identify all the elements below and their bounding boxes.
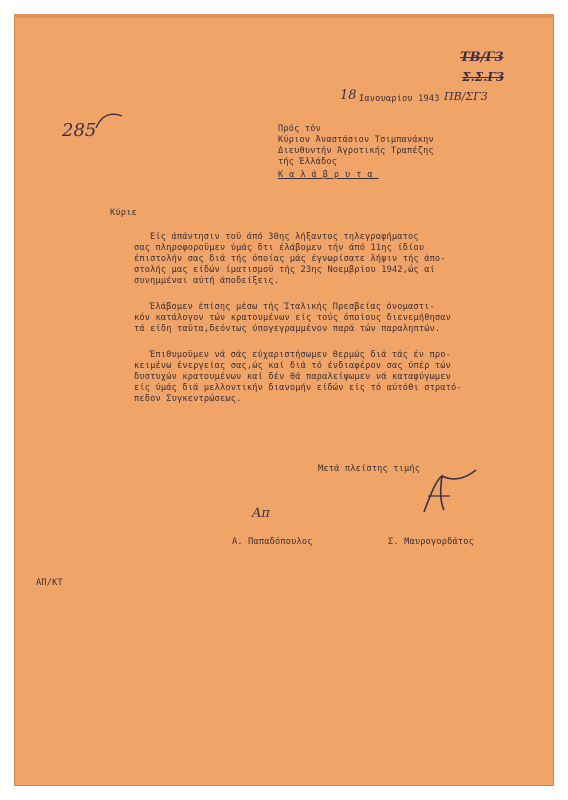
reference-code: ΑΠ/ΚΤ xyxy=(36,578,63,588)
signatory-1: Α. Παπαδόπουλος xyxy=(232,537,313,547)
paragraph-3-line-3: δυστυχών κρατουμένων καί δέν θά παραλείψωμεν νά καταφύγωμεν xyxy=(134,372,452,382)
file-number-flourish xyxy=(94,110,124,132)
paragraph-1-line-5: συνημμέναι αύτή άποδείξεις. xyxy=(134,276,280,286)
paragraph-3-line-1: Έπιθυμοϋμεν νά σάς εύχαριστήσωμεν θερμώς διά τάς έν προ- xyxy=(150,350,451,360)
corner-annotation-1: ΤΒ/Γ3 xyxy=(460,50,504,65)
recipient-to: Πρός τόν xyxy=(278,124,321,134)
recipient-name: Κύριον Άναστάσιον Τσιμπανάκην xyxy=(278,135,434,145)
signature-right xyxy=(414,466,484,518)
letter-sheet xyxy=(14,14,554,786)
paragraph-3-line-5: πεδον Συγκεντρώσεως. xyxy=(134,394,242,404)
paragraph-3-line-4: είς ύμάς διά μελλοντικήν διανομήν είδών είς τό αύτόθι στρατό- xyxy=(134,383,462,393)
recipient-title: Διευθυντήν Άγροτικής Τραπέζης xyxy=(278,146,434,156)
initials-left: Απ xyxy=(252,506,270,521)
recipient-of: τής Έλλάδος xyxy=(278,157,338,167)
paragraph-2-line-1: Έλάβομεν έπίσης μέσω τής Ίταλικής Πρεσβείας όνομαστι- xyxy=(150,302,435,312)
closing: Μετά πλείστης τιμής xyxy=(318,464,421,474)
salutation: Κύριε xyxy=(110,208,137,218)
corner-annotation-2: Σ.Σ.Γ3 xyxy=(462,70,505,84)
paragraph-1-line-2: σας πληροφοροϋμεν ύμάς δτι έλάβομεν τήν άπό 11ης ίδίου xyxy=(134,243,425,253)
date-day: 18 xyxy=(340,88,357,103)
signatory-2: Σ. Μαυρογορδάτος xyxy=(388,537,474,547)
paragraph-2-line-3: τά είδη ταϋτα,δεόντως ύπογεγραμμένον παρά τών παραληπτών. xyxy=(134,324,441,334)
paragraph-3-line-2: κειμένω ένεργείας σας,ώς καί διά τό ένδιαφέρον σας ύπέρ τών xyxy=(134,361,452,371)
date-text: Ιανουαρίου 1943 xyxy=(359,94,440,104)
recipient-city: Καλάβρυτα xyxy=(278,170,379,180)
paragraph-2-line-2: κόν κατάλογον τών κρατουμένων είς τούς όποίους διενεμήθησαν xyxy=(134,313,452,323)
file-number: 285 xyxy=(62,120,97,141)
date-handwritten-mark: ΠΒ/ΣΓ3 xyxy=(444,90,488,103)
paragraph-1-line-4: στολής μας είδών ίματισμοϋ τής 23ης Νοεμβρίου 1942,ώς αί xyxy=(134,265,435,275)
paragraph-1-line-1: Είς άπάντησιν τοϋ άπό 30ης λήξαντος τηλεγραφήματος xyxy=(150,232,419,242)
paragraph-1-line-3: έπιστολήν σας διά τής όποίας μάς έγνωρίσατε λήψιν τής άπο- xyxy=(134,254,446,264)
